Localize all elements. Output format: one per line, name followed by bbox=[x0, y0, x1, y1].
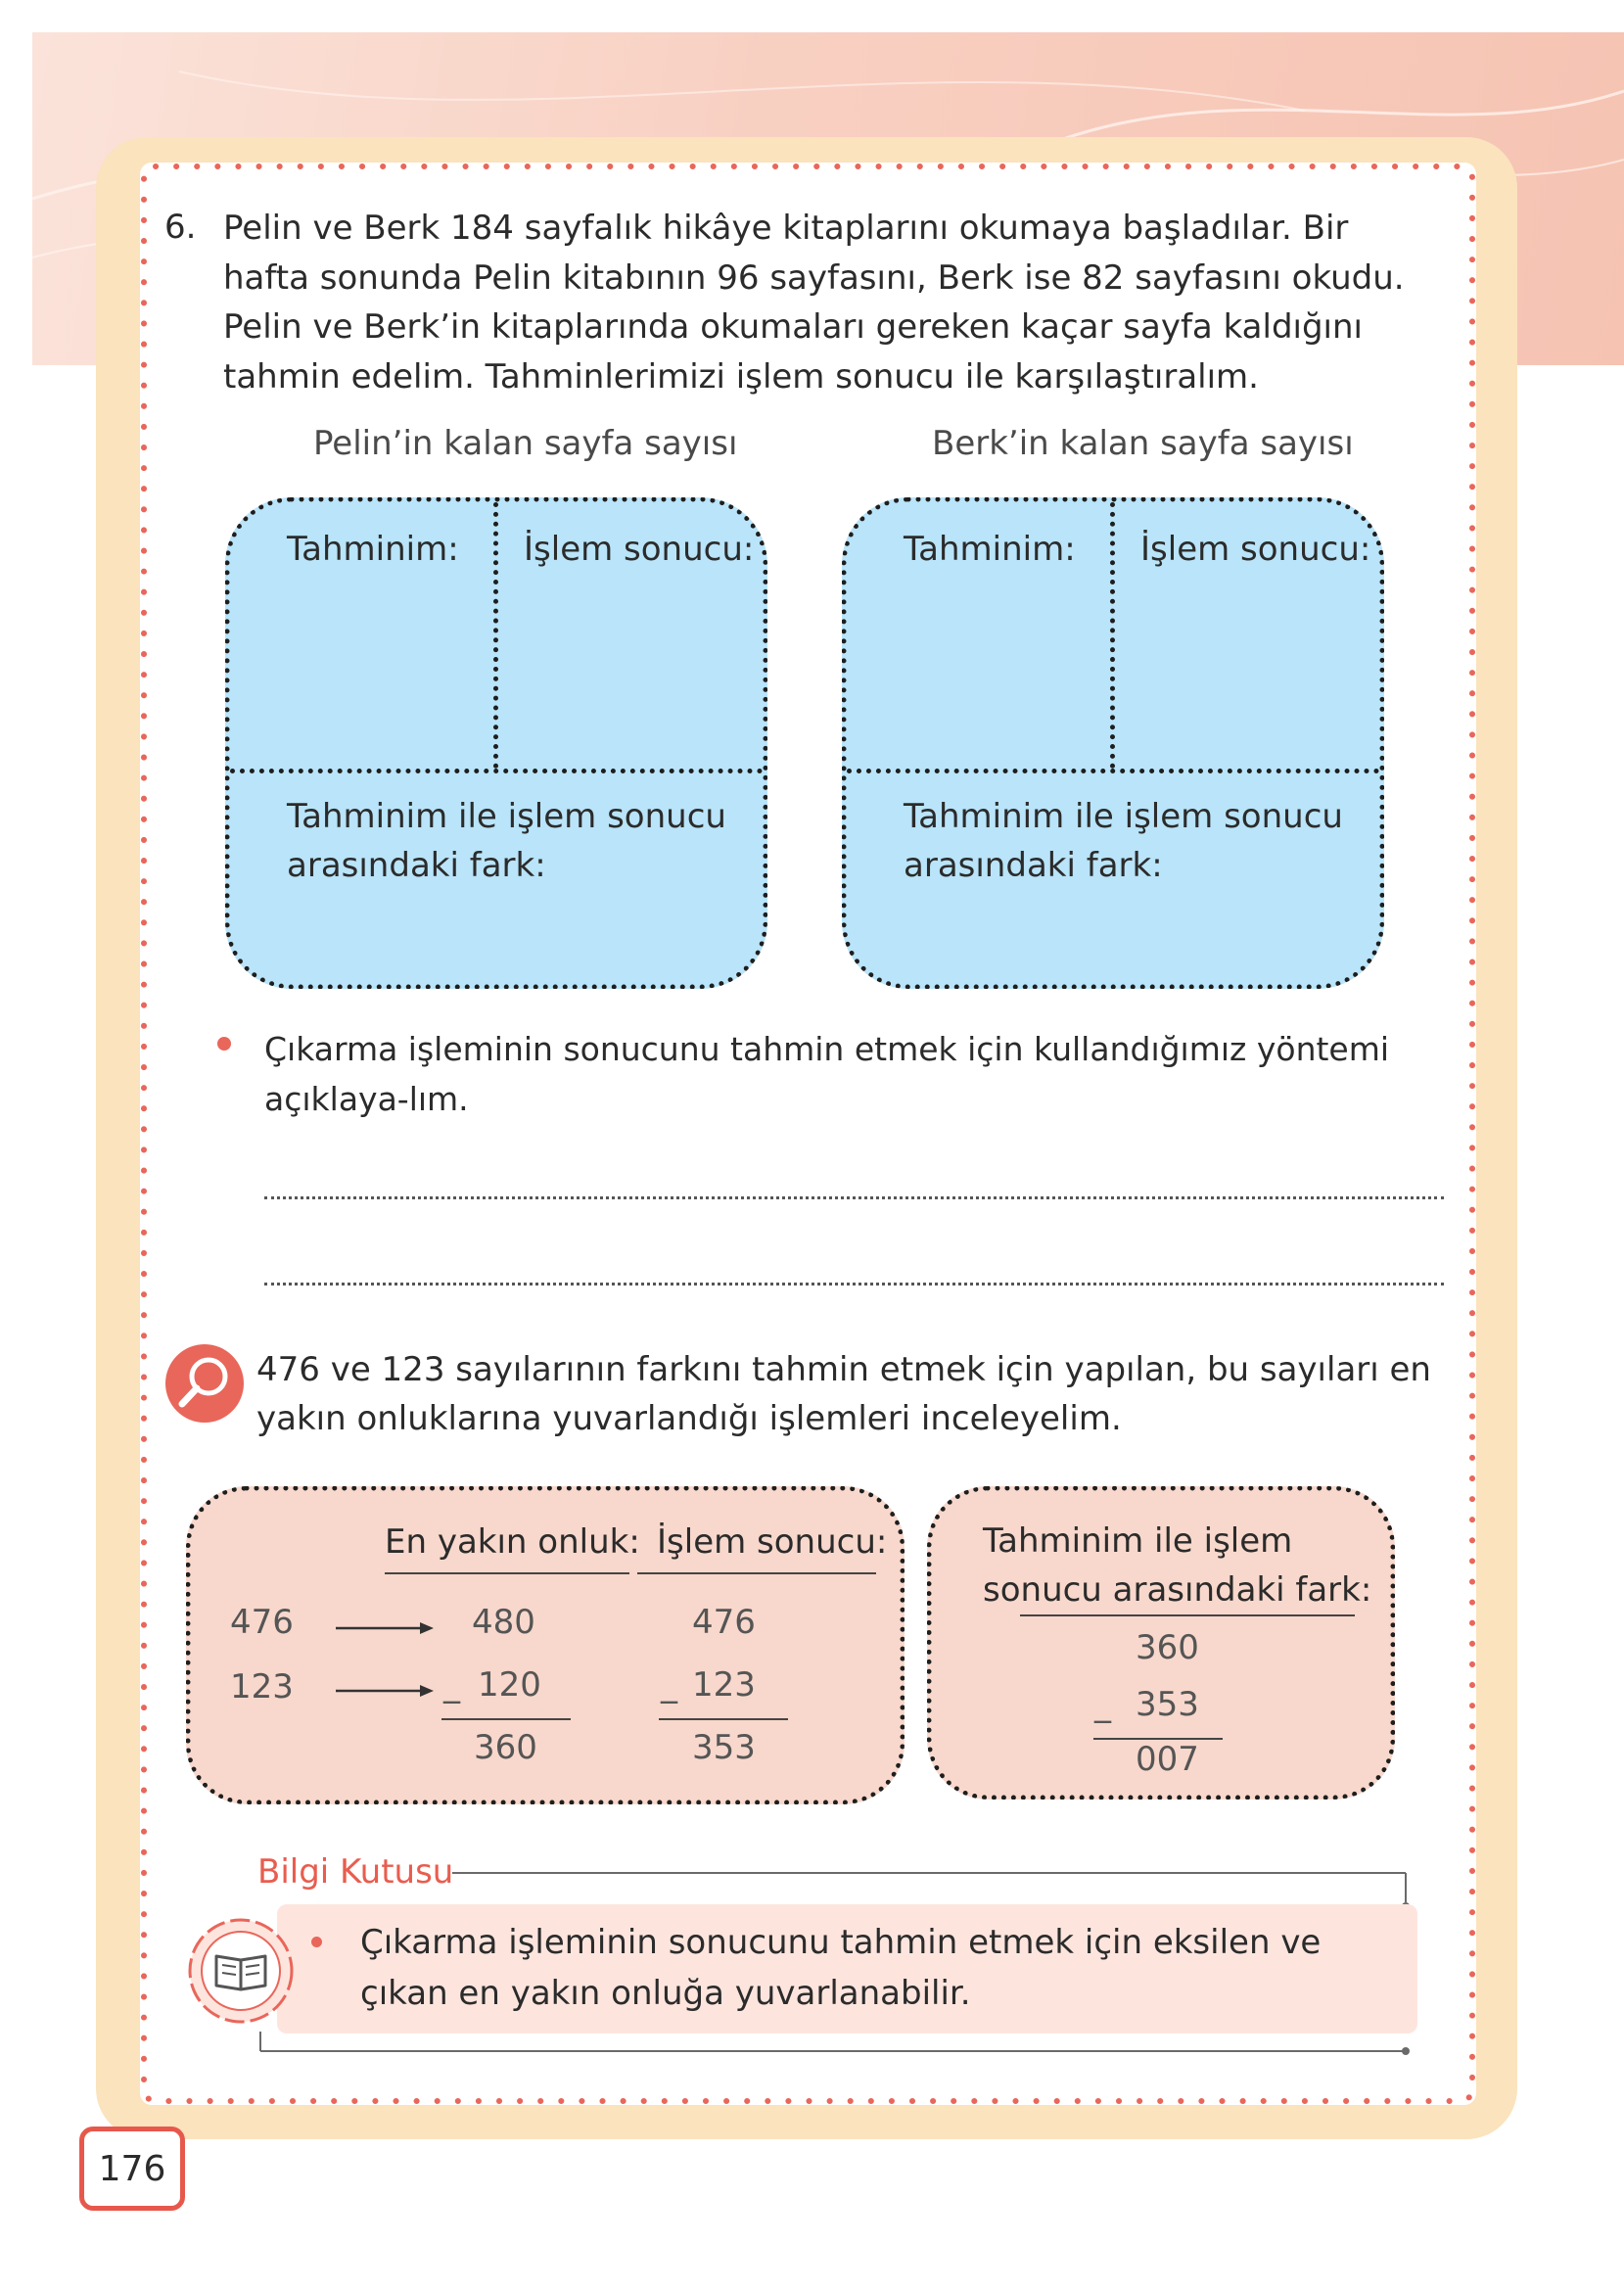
difference-label: Tahminim ile işlem sonucu arasındaki fark: bbox=[287, 797, 726, 885]
minus-sign: _ bbox=[1094, 1685, 1111, 1724]
sum-line bbox=[659, 1718, 788, 1720]
pelin-box-title: Pelin’in kalan sayfa sayısı bbox=[313, 424, 738, 463]
info-box-title: Bilgi Kutusu bbox=[257, 1852, 454, 1892]
info-box-text: Çıkarma işleminin sonucunu tahmin etmek için eksilen ve çıkan en yakın onluğa yuvarlanabilir. bbox=[360, 1923, 1322, 2013]
minus-sign: _ bbox=[443, 1665, 460, 1705]
exact-result-header: İşlem sonucu: bbox=[657, 1522, 888, 1562]
difference-minuend: 360 bbox=[1136, 1628, 1199, 1667]
question-text: Pelin ve Berk 184 sayfalık hikâye kitaplarını okumaya başladılar. Bir hafta sonunda Pelin kitabının 96 sayfasını, Berk ise 82 sayfasını okudu. Pelin ve Berk’in kitaplarında okumaları gereken kaçar sayfa kaldığını tahmin edelim. Tahminlerimizi işlem sonucu ile karşılaştıralım. bbox=[223, 209, 1405, 397]
arrow-icon bbox=[336, 1683, 434, 1699]
answer-line-2 bbox=[264, 1283, 1444, 1286]
exact-result: 353 bbox=[692, 1728, 756, 1767]
info-bullet-dot bbox=[311, 1937, 322, 1947]
difference-subtrahend: 353 bbox=[1136, 1685, 1199, 1724]
nearest-ten-header: En yakın onluk: bbox=[385, 1522, 640, 1562]
rounded-minuend: 480 bbox=[472, 1603, 535, 1642]
estimate-label: Tahminim: bbox=[904, 530, 1076, 569]
header-underline bbox=[385, 1572, 629, 1574]
answer-line-1 bbox=[264, 1196, 1444, 1199]
exact-minuend: 476 bbox=[692, 1603, 756, 1642]
box-divider-vertical bbox=[493, 502, 498, 769]
example-text: 476 ve 123 sayılarının farkını tahmin etmek için yapılan, bu sayıları en yakın onluklarına yuvarlandığı işlemleri inceleyelim. bbox=[256, 1350, 1431, 1438]
berk-answer-box bbox=[842, 497, 1384, 989]
minus-sign: _ bbox=[661, 1665, 677, 1705]
header-underline bbox=[1020, 1614, 1355, 1616]
difference-header: Tahminim ile işlem sonucu arasındaki fark: bbox=[983, 1521, 1372, 1610]
box-divider-vertical bbox=[1110, 502, 1115, 769]
difference-example-box bbox=[927, 1486, 1395, 1800]
magnifier-icon bbox=[164, 1343, 245, 1424]
result-label: İşlem sonucu: bbox=[1140, 530, 1371, 569]
estimate-label: Tahminim: bbox=[287, 530, 459, 569]
exact-subtrahend: 123 bbox=[692, 1665, 756, 1705]
difference-label: Tahminim ile işlem sonucu arasındaki fark: bbox=[904, 797, 1343, 885]
difference-result: 007 bbox=[1136, 1740, 1199, 1779]
header-underline bbox=[637, 1572, 876, 1574]
result-label: İşlem sonucu: bbox=[524, 530, 755, 569]
box-divider-horizontal bbox=[230, 769, 763, 773]
pelin-answer-box bbox=[225, 497, 767, 989]
page-number: 176 bbox=[79, 2127, 185, 2211]
question-number: 6. bbox=[164, 208, 197, 247]
rounded-subtrahend: 120 bbox=[478, 1665, 541, 1705]
rounding-example-box bbox=[186, 1486, 905, 1804]
rounded-result: 360 bbox=[474, 1728, 537, 1767]
subtrahend: 123 bbox=[230, 1667, 294, 1707]
method-question-text: Çıkarma işleminin sonucunu tahmin etmek için kullandığımız yöntemi açıklaya-lım. bbox=[264, 1030, 1390, 1118]
minuend: 476 bbox=[230, 1603, 294, 1642]
bullet-dot bbox=[217, 1037, 231, 1051]
berk-box-title: Berk’in kalan sayfa sayısı bbox=[932, 424, 1354, 463]
box-divider-horizontal bbox=[847, 769, 1379, 773]
arrow-icon bbox=[336, 1620, 434, 1636]
book-icon bbox=[187, 1917, 295, 2025]
sum-line bbox=[441, 1718, 571, 1720]
